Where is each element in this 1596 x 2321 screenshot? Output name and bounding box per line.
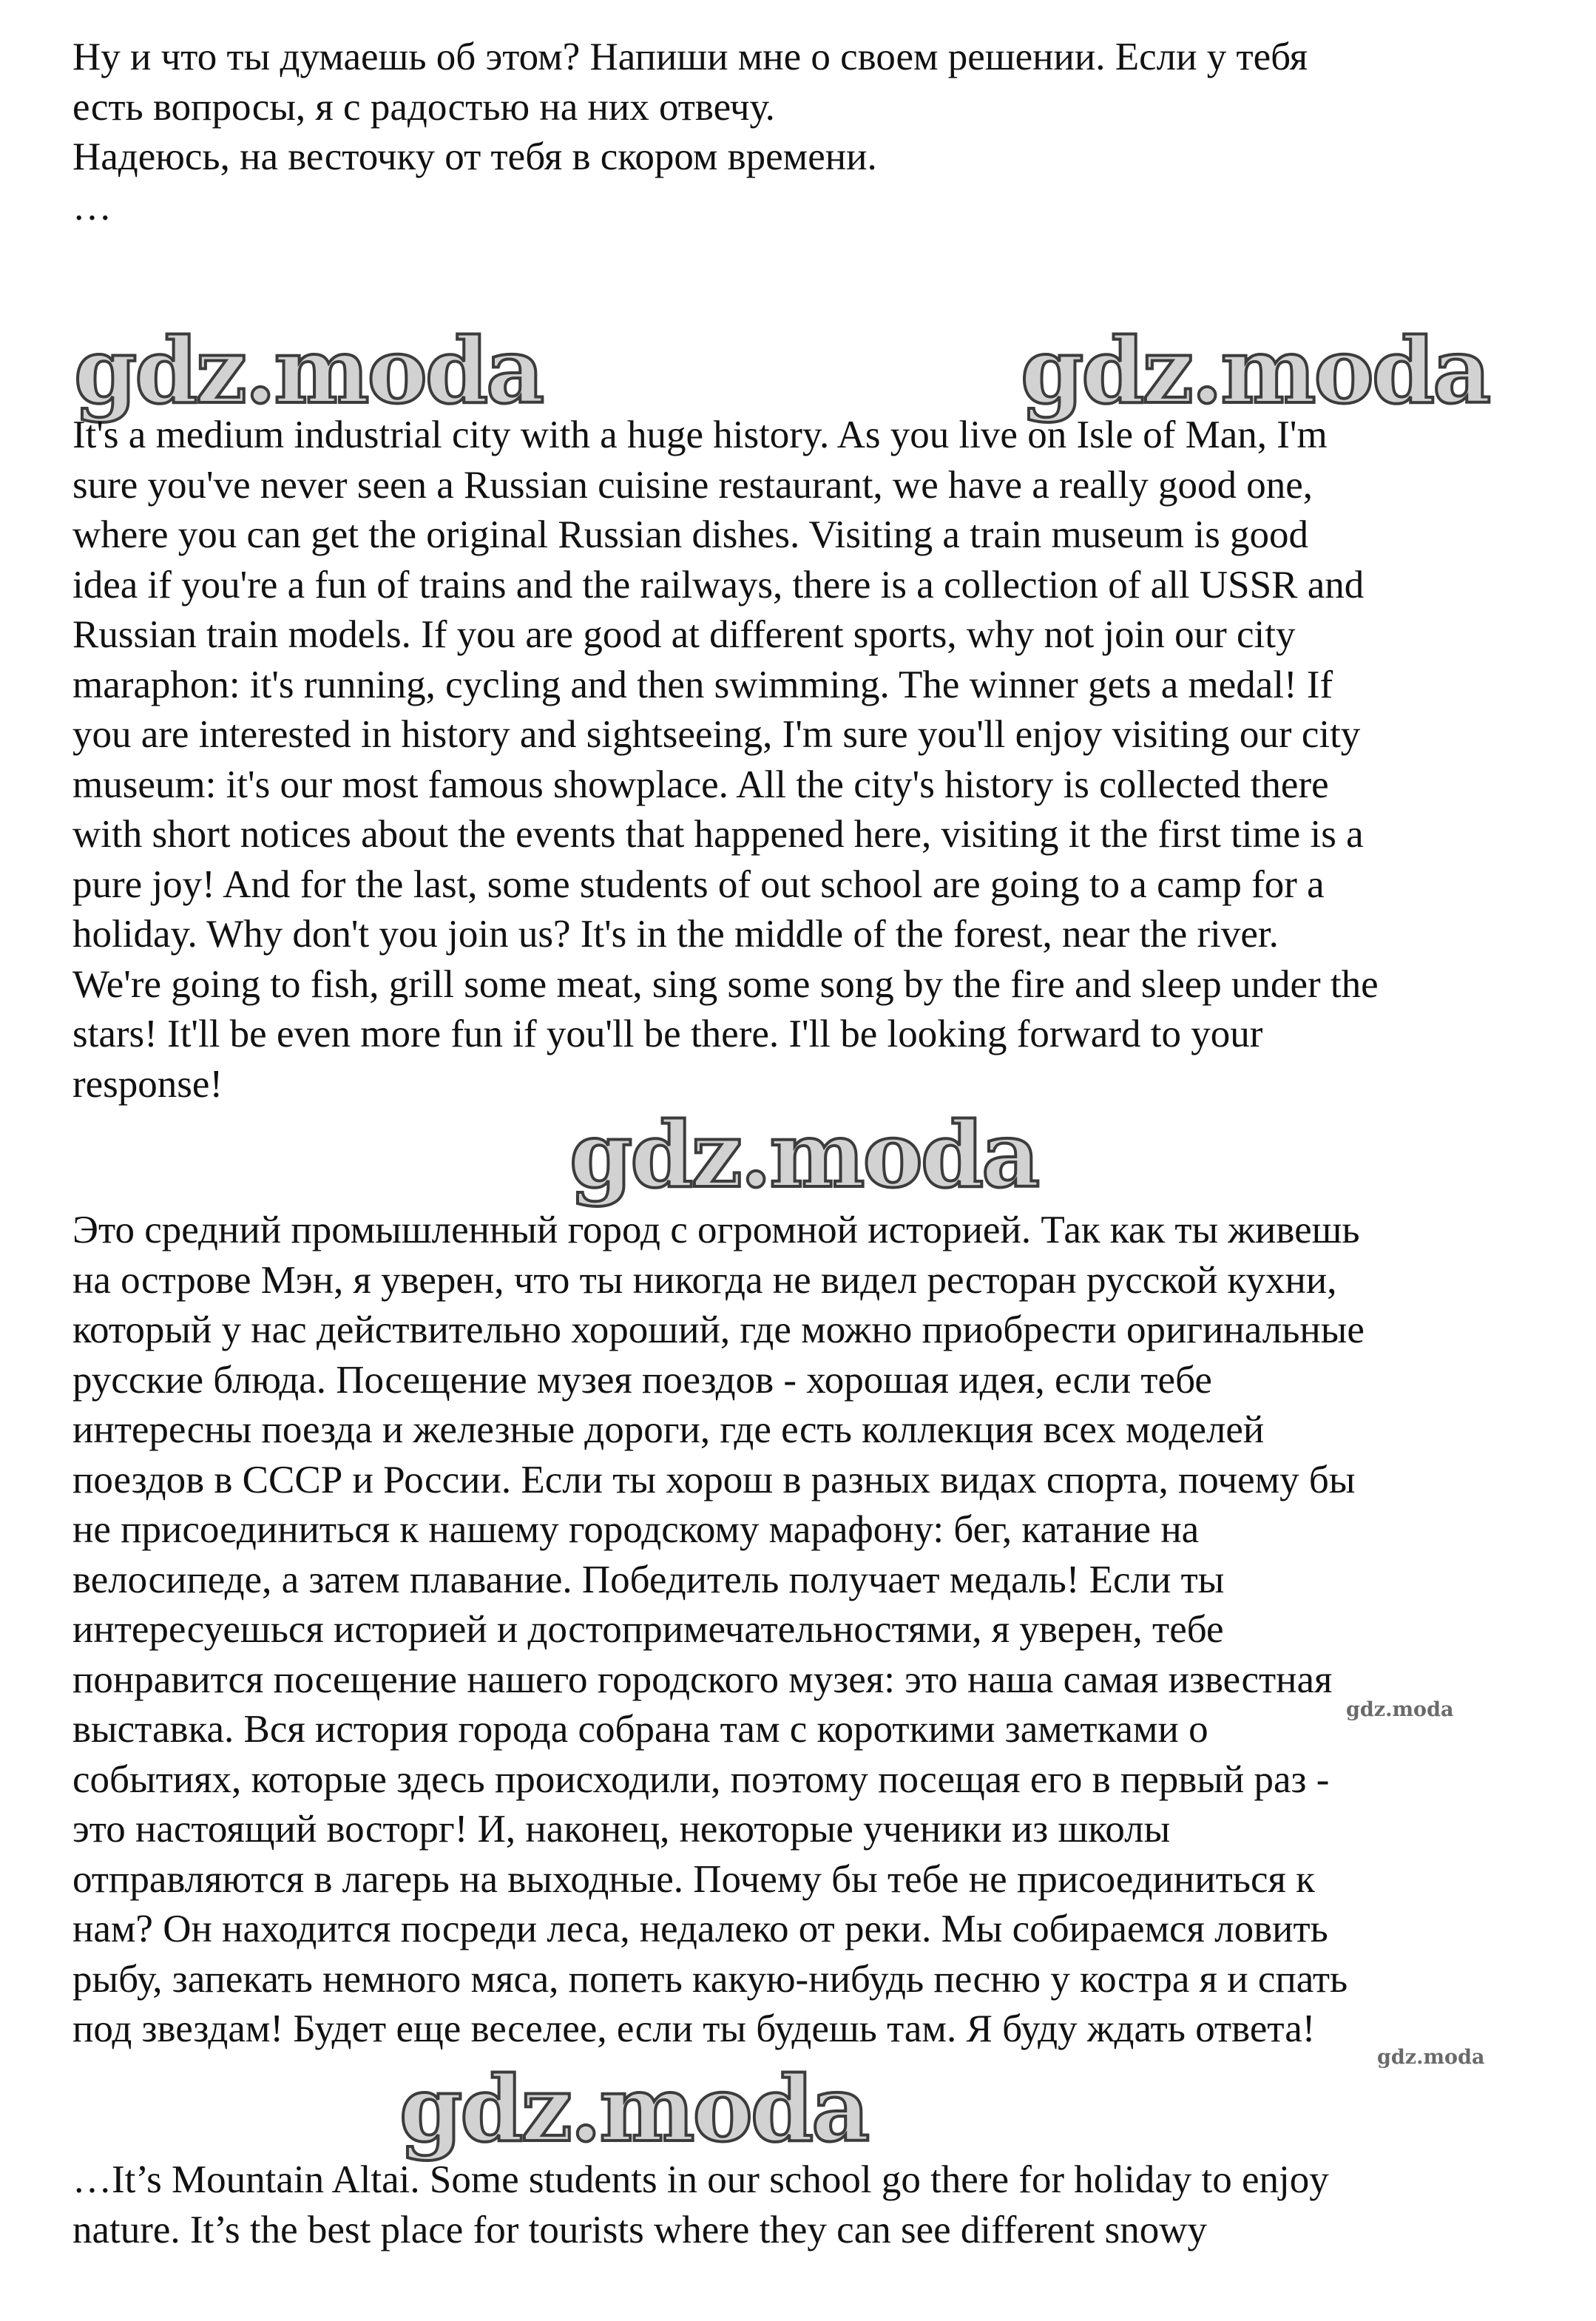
text-line: holiday. Why don't you join us? It's in the middle of the forest, near the river. [72, 913, 1279, 956]
text-line: idea if you're a fun of trains and the railways, there is a collection of all USSR and [72, 563, 1365, 607]
text-line: you are interested in history and sightseeing, I'm sure you'll enjoy visiting our city [72, 713, 1361, 756]
text-line: Ну и что ты думаешь об этом? Напиши мне о своем решении. Если у тебя [72, 36, 1308, 78]
text-line: не присоединиться к нашему городскому марафону: бег, катание на [72, 1508, 1200, 1551]
text-line: поездов в СССР и России. Если ты хорош в разных видах спорта, почему бы [72, 1458, 1356, 1501]
text-line: который у нас действительно хороший, где можно приобрести оригинальные [72, 1308, 1365, 1351]
text-line: nature. It’s the best place for tourists where they can see different snowy [72, 2208, 1208, 2251]
letter-ru-paragraph [72, 1206, 1544, 2055]
text-line: велосипеде, а затем плавание. Победитель получает медаль! Если ты [72, 1558, 1225, 1601]
watermark-logo: gdz.moda [399, 2055, 868, 2162]
text-line: событиях, которые здесь происходили, поэтому посещая его в первый раз - [72, 1757, 1330, 1801]
text-line: интересны поезда и железные дороги, где есть коллекция всех моделей [72, 1408, 1265, 1451]
text-line: под звездам! Будет еще веселее, если ты будешь там. Я буду ждать ответа! [72, 2007, 1316, 2050]
text-line: where you can get the original Russian dishes. Visiting a train museum is good [72, 513, 1308, 556]
text-line: Надеюсь, на весточку от тебя в скором времени. [72, 135, 877, 178]
text-line: …It’s Mountain Altai. Some students in our school go there for holiday to enjoy [72, 2158, 1329, 2201]
text-line: It's a medium industrial city with a huge history. As you live on Isle of Man, I'm [72, 413, 1328, 456]
text-line: stars! It'll be even more fun if you'll be there. I'll be looking forward to your [72, 1013, 1263, 1055]
text-line: Russian train models. If you are good at different sports, why not join our city [72, 613, 1296, 656]
text-line: интересуешься историей и достопримечательностями, я уверен, тебе [72, 1608, 1224, 1651]
text-line: выставка. Вся история города собрана там с короткими заметками о [72, 1708, 1208, 1751]
text-line: with short notices about the events that happened here, visiting it the first time is a [72, 813, 1364, 856]
text-line: museum: it's our most famous showplace. All the city's history is collected there [72, 763, 1329, 806]
letter-en-paragraph [72, 411, 1544, 1109]
text-line: на острове Мэн, я уверен, что ты никогда не видел ресторан русской кухни, [72, 1258, 1337, 1302]
watermark-small: gdz.moda [1377, 2046, 1485, 2069]
watermark-logo: gdz.moda [74, 317, 543, 424]
text-line: есть вопросы, я с радостью на них отвечу. [72, 85, 775, 129]
text-line: … [72, 185, 112, 229]
text-line: We're going to fish, grill some meat, sing some song by the fire and sleep under the [72, 962, 1379, 1006]
intro-ru-paragraph [72, 33, 1544, 232]
altai-en-paragraph [72, 2155, 1544, 2255]
text-line: рыбу, запекать немного мяса, попеть какую-нибудь песню у костра я и спать [72, 1957, 1348, 2001]
watermark-small: gdz.moda [1346, 1698, 1454, 1721]
text-line: отправляются в лагерь на выходные. Почему бы тебе не присоединиться к [72, 1857, 1315, 1901]
watermark-logo: gdz.moda [569, 1101, 1038, 1208]
text-line: нам? Он находится посреди леса, недалеко от реки. Мы собираемся ловить [72, 1908, 1328, 1950]
text-line: maraphon: it's running, cycling and then swimming. The winner gets a medal! If [72, 663, 1333, 706]
text-line: Это средний промышленный город с огромной историей. Так как ты живешь [72, 1209, 1360, 1251]
text-line: response! [72, 1062, 223, 1106]
text-line: это настоящий восторг! И, наконец, некоторые ученики из школы [72, 1808, 1171, 1851]
text-line: pure joy! And for the last, some students of out school are going to a camp for a [72, 862, 1325, 906]
watermark-logo: gdz.moda [1021, 317, 1490, 424]
text-line: понравится посещение нашего городского музея: это наша самая известная [72, 1658, 1333, 1701]
text-line: sure you've never seen a Russian cuisine restaurant, we have a really good one, [72, 463, 1313, 507]
text-line: русские блюда. Посещение музея поездов - хорошая идея, если тебе [72, 1358, 1212, 1402]
